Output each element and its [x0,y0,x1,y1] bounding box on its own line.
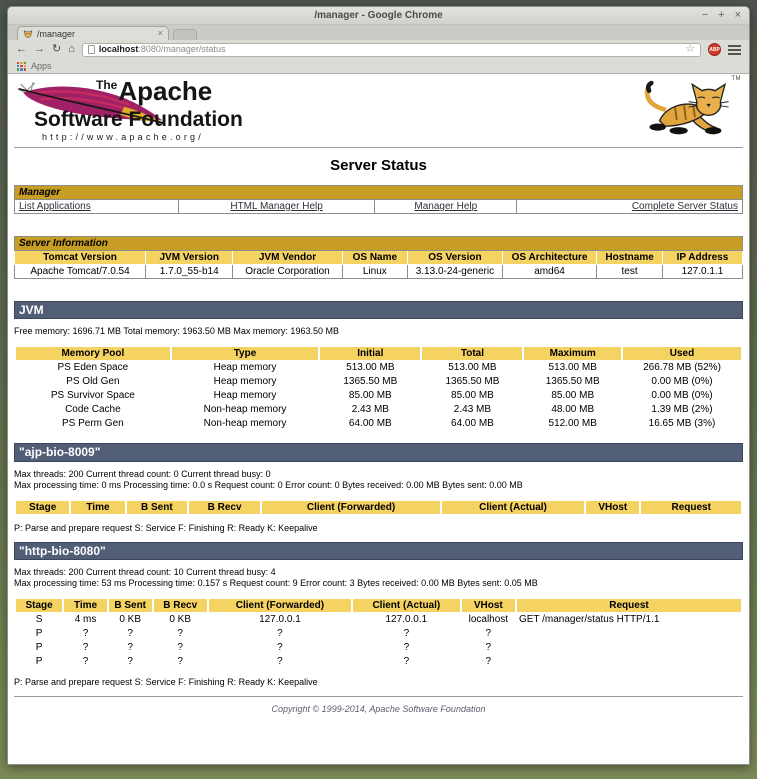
column-header: Initial [320,347,420,360]
http-threads-stats: Max threads: 200 Current thread count: 10 Current thread busy: 4 [14,567,276,578]
url-text [99,45,226,54]
connector-table-header-row [16,599,741,612]
table-row [16,417,741,430]
table-cell: 127.0.0.1 [385,614,428,626]
table-cell: PS Eden Space [57,362,129,374]
browser-tab[interactable] [17,26,169,40]
table-cell [517,641,741,654]
column-header: Request [517,599,741,612]
column-header: JVM Vendor [233,251,342,265]
complete-server-status-link[interactable]: Complete Server Status [631,201,738,212]
column-header: Client (Forwarded) [262,501,440,514]
table-cell: 64.00 MB [451,418,494,430]
column-header: VHost [586,501,639,514]
table-cell: amd64 [502,265,597,279]
table-cell: ? [277,642,283,654]
table-row [16,375,741,388]
column-header: JVM Version [146,251,233,265]
table-cell: Linux [342,265,408,279]
table-cell: 127.0.0.1 [259,614,301,626]
table-cell [517,655,741,668]
bookmark-star-icon[interactable]: ☆ [685,43,695,55]
table-cell: ? [485,642,492,654]
table-cell: 266.78 MB (52%) [643,362,721,374]
url-path: :8080/manager/status [138,44,226,54]
table-row [16,361,741,374]
table-row [16,403,741,416]
table-row [16,627,741,640]
table-cell: 1.7.0_55-b14 [146,265,233,279]
memory-table-header-row [16,347,741,360]
page-document-icon [88,45,95,54]
column-header: B Sent [127,501,187,514]
home-icon[interactable]: ⌂ [68,43,75,55]
table-cell: Code Cache [65,404,121,416]
table-cell: 127.0.1.1 [662,265,742,279]
page-header [14,77,743,145]
jvm-memory-summary: Free memory: 1696.71 MB Total memory: 1963.50 MB Max memory: 1963.50 MB [14,326,339,337]
table-cell: 16.65 MB (3%) [648,418,716,430]
column-header: IP Address [662,251,742,265]
html-manager-help-link[interactable]: HTML Manager Help [230,201,323,212]
table-cell: ? [82,628,89,640]
browser-window [7,6,750,765]
table-row [16,389,741,402]
back-icon[interactable]: ← [16,43,27,55]
footer-divider [14,696,743,697]
page-title: Server Status [330,157,427,174]
table-cell: 85.00 MB [348,390,392,402]
column-header: OS Name [342,251,408,265]
table-cell: 513.00 MB [448,362,497,374]
tab-title: /manager [37,28,76,39]
reload-icon[interactable]: ↻ [52,43,62,55]
column-header: Hostname [597,251,663,265]
table-cell: Apache Tomcat/7.0.54 [15,265,146,279]
table-cell: ? [127,656,133,668]
ajp-connector-section-header: "ajp-bio-8009" [14,443,743,461]
table-cell: 513.00 MB [548,362,597,374]
column-header: B Recv [154,599,207,612]
server-info-table [14,236,743,279]
table-cell: Oracle Corporation [233,265,342,279]
table-cell: 1365.50 MB [343,376,398,388]
server-info-values-row [15,265,743,279]
table-cell: P [35,628,43,640]
column-header: Type [172,347,319,360]
ajp-connector-table [14,500,743,515]
table-cell: ? [177,656,183,668]
tomcat-favicon-icon [23,29,33,39]
table-cell: ? [403,642,410,654]
table-cell: test [597,265,663,279]
new-tab-button[interactable] [173,29,197,40]
column-header: VHost [462,599,515,612]
table-cell: Non-heap memory [203,418,287,430]
column-header: OS Architecture [502,251,597,265]
table-cell: ? [277,628,283,640]
tomcat-logo [635,77,741,141]
http-stage-legend: P: Parse and prepare request S: Service F: Finishing R: Ready K: Keepalive [14,677,318,688]
browser-toolbar [8,40,749,59]
table-cell: ? [177,628,183,640]
asf-brand-line2: Software Foundation [34,108,243,131]
ajp-processing-stats: Max processing time: 0 ms Processing time: 0.0 s Request count: 0 Error count: 0 Bytes received: 0.00 MB Bytes sent: 0.00 MB [14,479,523,490]
asf-the: The [96,78,118,92]
asf-logo-link[interactable] [14,77,334,145]
table-cell: ? [277,656,283,668]
column-header: Memory Pool [16,347,170,360]
table-cell: PS Perm Gen [62,418,124,430]
table-cell: 0 KB [169,614,192,626]
copyright-text: Copyright © 1999-2014, Apache Software Foundation [271,704,486,715]
table-cell: ? [82,656,89,668]
table-cell: 48.00 MB [551,404,595,416]
table-cell: 3.13.0-24-generic [408,265,503,279]
table-cell: 513.00 MB [346,362,395,374]
url-host: localhost [98,44,139,54]
maximize-button-icon[interactable]: + [718,9,725,21]
table-cell: ? [127,628,133,640]
table-cell: P [35,656,43,668]
list-applications-link[interactable]: List Applications [19,201,91,212]
table-cell: PS Survivor Space [50,390,135,402]
column-header: B Recv [189,501,260,514]
table-cell: localhost [468,614,509,626]
asf-apache: Apache [118,76,213,106]
table-cell: 512.00 MB [548,418,597,430]
manager-section-title: Manager [15,186,743,200]
manager-help-link[interactable]: Manager Help [414,201,478,212]
close-button-icon[interactable]: × [734,9,741,21]
table-cell: ? [485,628,492,640]
server-info-section-title: Server Information [15,237,743,251]
column-header: Used [623,347,741,360]
http-connector-section-header: "http-bio-8080" [14,542,743,560]
table-cell: ? [177,642,183,654]
column-header: OS Version [408,251,503,265]
table-cell: 1.39 MB (2%) [651,404,713,416]
window-titlebar [8,7,749,25]
column-header: Maximum [524,347,621,360]
table-cell: 85.00 MB [551,390,595,402]
connector-table-header-row [16,501,741,514]
table-row [16,613,741,626]
forward-icon[interactable]: → [34,43,45,55]
table-cell: P [35,642,43,654]
table-cell: 85.00 MB [451,390,494,402]
table-cell: 0 KB [119,614,142,626]
table-cell: ? [82,642,89,654]
table-cell: 4 ms [74,614,97,626]
tab-close-icon[interactable]: × [157,28,163,38]
table-cell: 1365.50 MB [545,376,600,388]
column-header: Tomcat Version [15,251,146,265]
table-row [16,655,741,668]
apps-bookmark-label[interactable]: Apps [31,61,52,71]
table-row [16,641,741,654]
page-viewport [8,74,749,764]
window-controls [702,7,741,24]
table-cell: Heap memory [213,362,277,374]
table-cell: 0.00 MB (0%) [651,390,713,402]
jvm-memory-table [14,346,743,431]
column-header: Client (Forwarded) [209,599,351,612]
column-header: Stage [16,501,69,514]
table-cell: Heap memory [213,376,277,388]
trademark-label: TM [731,76,741,82]
column-header: Time [71,501,124,514]
header-divider [14,147,743,148]
tab-strip [8,25,749,40]
status-page [8,74,749,717]
tomcat-cat-icon [635,77,735,139]
table-cell: ? [403,628,410,640]
column-header: Client (Actual) [353,599,460,612]
manager-table [14,185,743,214]
table-cell: Heap memory [213,390,277,402]
table-cell: PS Old Gen [66,376,120,388]
ajp-stage-legend: P: Parse and prepare request S: Service F: Finishing R: Ready K: Keepalive [14,522,318,533]
asf-brand-line1 [96,77,212,106]
table-cell [517,627,741,640]
ajp-threads-stats: Max threads: 200 Current thread count: 0 Current thread busy: 0 [14,468,271,479]
http-processing-stats: Max processing time: 53 ms Processing time: 0.157 s Request count: 9 Error count: 3 Bytes received: 0.00 MB Bytes sent: 0.05 MB [14,578,538,589]
manager-links-row [15,200,743,214]
table-cell: 2.43 MB [351,404,389,416]
column-header: B Sent [109,599,152,612]
table-cell: 2.43 MB [453,404,492,416]
table-cell: Non-heap memory [203,404,287,416]
bookmarks-bar [8,59,749,74]
table-cell: ? [127,642,133,654]
minimize-button-icon[interactable]: − [701,9,709,21]
adblock-extension-icon[interactable]: ABP [708,43,721,56]
table-cell: 1365.50 MB [445,376,500,388]
column-header: Client (Actual) [442,501,584,514]
table-cell: S [35,614,43,626]
table-cell: 0.00 MB (0%) [651,376,713,388]
apps-grid-icon [17,62,26,71]
table-cell: ? [403,656,410,668]
column-header: Time [64,599,107,612]
jvm-section-header: JVM [14,301,743,319]
column-header: Total [422,347,522,360]
window-title: /manager - Google Chrome [314,10,443,21]
http-connector-table [14,598,743,669]
table-cell: 64.00 MB [348,418,392,430]
table-cell: ? [485,656,492,668]
asf-url-text: http://www.apache.org/ [42,132,204,142]
menu-hamburger-icon[interactable] [728,45,741,55]
address-bar[interactable] [82,43,701,57]
server-info-header-row [15,251,743,265]
column-header: Stage [16,599,62,612]
table-cell: GET /manager/status HTTP/1.1 [518,614,660,626]
column-header: Request [641,501,741,514]
